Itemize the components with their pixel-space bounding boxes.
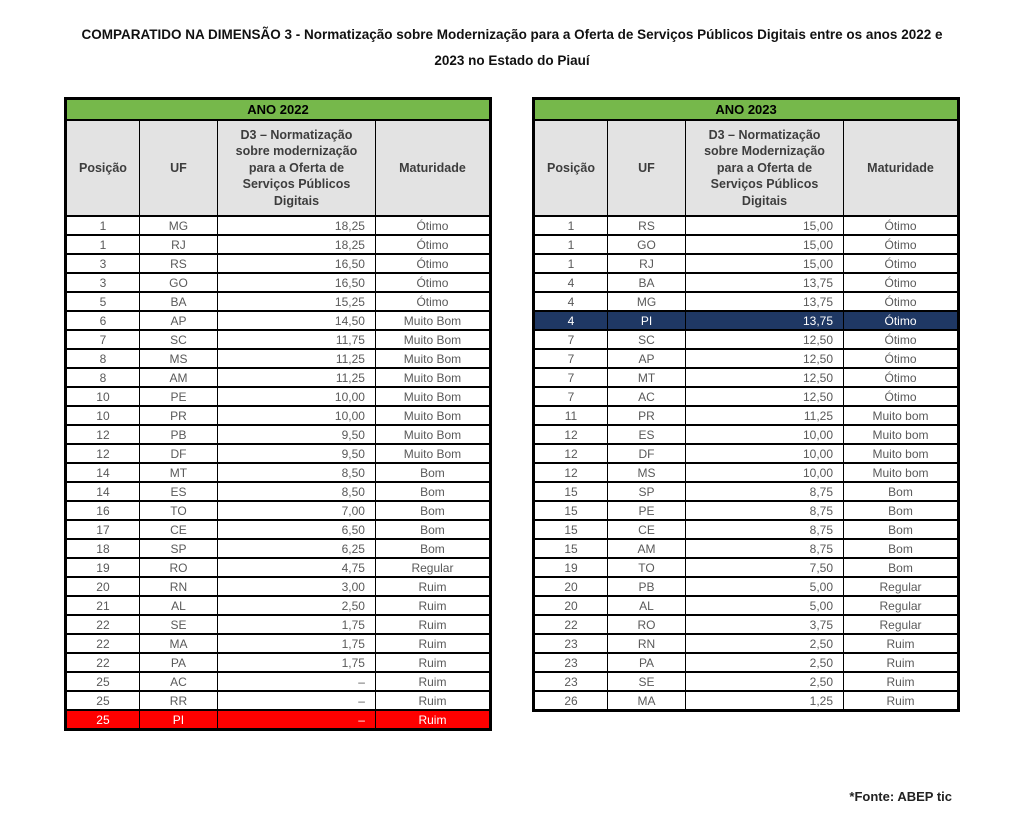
cell-d3: 8,75 bbox=[686, 482, 844, 501]
cell-d3: 10,00 bbox=[686, 425, 844, 444]
cell-maturidade: Ótimo bbox=[844, 216, 959, 235]
cell-maturidade: Ótimo bbox=[844, 311, 959, 330]
table-row bbox=[65, 463, 490, 482]
cell-maturidade: Ótimo bbox=[375, 235, 490, 254]
cell-maturidade: Ruim bbox=[844, 691, 959, 710]
cell-d3: 5,00 bbox=[686, 596, 844, 615]
cell-maturidade: Regular bbox=[844, 615, 959, 634]
cell-uf: RO bbox=[608, 615, 686, 634]
cell-maturidade: Ótimo bbox=[375, 216, 490, 235]
cell-maturidade: Bom bbox=[844, 482, 959, 501]
cell-maturidade: Bom bbox=[375, 539, 490, 558]
cell-uf: SC bbox=[139, 330, 217, 349]
table-row bbox=[534, 387, 959, 406]
cell-uf: AL bbox=[608, 596, 686, 615]
cell-uf: PB bbox=[139, 425, 217, 444]
table-row bbox=[534, 615, 959, 634]
table-row bbox=[534, 463, 959, 482]
cell-maturidade: Ótimo bbox=[844, 349, 959, 368]
cell-d3: 3,75 bbox=[686, 615, 844, 634]
cell-d3: 8,50 bbox=[217, 482, 375, 501]
cell-posicao: 15 bbox=[534, 501, 608, 520]
cell-d3: 15,00 bbox=[686, 235, 844, 254]
cell-maturidade: Regular bbox=[844, 596, 959, 615]
cell-maturidade: Ruim bbox=[844, 672, 959, 691]
cell-d3: 1,75 bbox=[217, 653, 375, 672]
table-row bbox=[534, 596, 959, 615]
cell-d3: 13,75 bbox=[686, 292, 844, 311]
table-row bbox=[65, 311, 490, 330]
table-row bbox=[65, 216, 490, 235]
cell-posicao: 20 bbox=[534, 596, 608, 615]
cell-posicao: 12 bbox=[534, 425, 608, 444]
cell-d3: 11,25 bbox=[217, 349, 375, 368]
cell-uf: GO bbox=[139, 273, 217, 292]
cell-uf: PE bbox=[139, 387, 217, 406]
table-row bbox=[65, 444, 490, 463]
cell-posicao: 1 bbox=[65, 216, 139, 235]
table-row bbox=[65, 387, 490, 406]
cell-uf: MS bbox=[139, 349, 217, 368]
cell-maturidade: Muito Bom bbox=[375, 406, 490, 425]
cell-maturidade: Bom bbox=[375, 463, 490, 482]
table-row bbox=[534, 501, 959, 520]
cell-posicao: 20 bbox=[65, 577, 139, 596]
table-row bbox=[65, 292, 490, 311]
cell-posicao: 14 bbox=[65, 482, 139, 501]
cell-maturidade: Ótimo bbox=[844, 292, 959, 311]
cell-d3: 4,75 bbox=[217, 558, 375, 577]
cell-uf: SP bbox=[139, 539, 217, 558]
cell-uf: RR bbox=[139, 691, 217, 710]
cell-posicao: 25 bbox=[65, 672, 139, 691]
cell-uf: PR bbox=[139, 406, 217, 425]
cell-maturidade: Bom bbox=[844, 539, 959, 558]
year-header-row bbox=[65, 99, 490, 120]
cell-posicao: 19 bbox=[534, 558, 608, 577]
table-row bbox=[534, 273, 959, 292]
cell-maturidade: Muito bom bbox=[844, 463, 959, 482]
cell-uf: CE bbox=[139, 520, 217, 539]
table-row bbox=[534, 406, 959, 425]
cell-uf: GO bbox=[608, 235, 686, 254]
table-row bbox=[534, 672, 959, 691]
cell-posicao: 17 bbox=[65, 520, 139, 539]
cell-posicao: 11 bbox=[534, 406, 608, 425]
cell-d3: 11,25 bbox=[686, 406, 844, 425]
cell-d3: 2,50 bbox=[686, 634, 844, 653]
table-row bbox=[65, 349, 490, 368]
cell-maturidade: Ótimo bbox=[844, 330, 959, 349]
cell-maturidade: Ótimo bbox=[844, 235, 959, 254]
cell-d3: 18,25 bbox=[217, 216, 375, 235]
cell-maturidade: Ruim bbox=[844, 653, 959, 672]
table-row bbox=[534, 368, 959, 387]
cell-d3: 3,00 bbox=[217, 577, 375, 596]
cell-uf: MT bbox=[139, 463, 217, 482]
cell-d3: 15,00 bbox=[686, 216, 844, 235]
cell-d3: 9,50 bbox=[217, 425, 375, 444]
cell-posicao: 4 bbox=[534, 292, 608, 311]
cell-uf: RN bbox=[139, 577, 217, 596]
cell-uf: DF bbox=[139, 444, 217, 463]
cell-maturidade: Bom bbox=[844, 501, 959, 520]
cell-posicao: 15 bbox=[534, 539, 608, 558]
cell-uf: SC bbox=[608, 330, 686, 349]
cell-d3: 12,50 bbox=[686, 368, 844, 387]
cell-maturidade: Ótimo bbox=[844, 368, 959, 387]
cell-d3: 11,75 bbox=[217, 330, 375, 349]
table-row bbox=[65, 691, 490, 710]
table-row bbox=[65, 634, 490, 653]
cell-maturidade: Muito Bom bbox=[375, 425, 490, 444]
cell-posicao: 21 bbox=[65, 596, 139, 615]
cell-maturidade: Ótimo bbox=[844, 254, 959, 273]
cell-posicao: 3 bbox=[65, 254, 139, 273]
year-header: ANO 2022 bbox=[65, 99, 490, 120]
table-row bbox=[65, 425, 490, 444]
cell-d3: 2,50 bbox=[686, 672, 844, 691]
table-row bbox=[65, 596, 490, 615]
table-row bbox=[534, 653, 959, 672]
cell-uf: RN bbox=[608, 634, 686, 653]
table-row bbox=[65, 330, 490, 349]
cell-posicao: 22 bbox=[65, 615, 139, 634]
cell-uf: RJ bbox=[139, 235, 217, 254]
table-row bbox=[65, 653, 490, 672]
table-row bbox=[534, 558, 959, 577]
cell-posicao: 7 bbox=[534, 368, 608, 387]
page-title-line-1: COMPARATIDO NA DIMENSÃO 3 - Normatização sobre Modernização para a Oferta de Serviços Públicos Digitais entre os anos 2022 e bbox=[81, 27, 943, 42]
cell-uf: BA bbox=[139, 292, 217, 311]
cell-posicao: 10 bbox=[65, 406, 139, 425]
cell-uf: AC bbox=[139, 672, 217, 691]
cell-maturidade: Ruim bbox=[375, 596, 490, 615]
cell-maturidade: Regular bbox=[844, 577, 959, 596]
year-header-row bbox=[534, 99, 959, 120]
cell-maturidade: Bom bbox=[375, 520, 490, 539]
cell-uf: MT bbox=[608, 368, 686, 387]
cell-maturidade: Muito Bom bbox=[375, 368, 490, 387]
cell-uf: PA bbox=[139, 653, 217, 672]
cell-uf: BA bbox=[608, 273, 686, 292]
cell-posicao: 15 bbox=[534, 520, 608, 539]
cell-uf: AM bbox=[608, 539, 686, 558]
cell-maturidade: Ruim bbox=[375, 615, 490, 634]
cell-posicao: 26 bbox=[534, 691, 608, 710]
cell-uf: AP bbox=[139, 311, 217, 330]
cell-uf: MA bbox=[139, 634, 217, 653]
cell-d3: – bbox=[217, 710, 375, 729]
cell-uf: MS bbox=[608, 463, 686, 482]
cell-d3: 7,50 bbox=[686, 558, 844, 577]
column-header-d3: D3 – Normatização sobre modernização para a Oferta de Serviços Públicos Digitais bbox=[217, 120, 375, 217]
cell-uf: MA bbox=[608, 691, 686, 710]
table-row bbox=[534, 425, 959, 444]
cell-maturidade: Muito bom bbox=[844, 444, 959, 463]
cell-maturidade: Ótimo bbox=[844, 387, 959, 406]
cell-d3: 14,50 bbox=[217, 311, 375, 330]
cell-d3: 6,25 bbox=[217, 539, 375, 558]
cell-uf: MG bbox=[608, 292, 686, 311]
cell-posicao: 12 bbox=[65, 444, 139, 463]
cell-d3: 13,75 bbox=[686, 311, 844, 330]
cell-uf: PE bbox=[608, 501, 686, 520]
cell-posicao: 7 bbox=[534, 387, 608, 406]
cell-uf: RS bbox=[139, 254, 217, 273]
cell-uf: ES bbox=[608, 425, 686, 444]
table-row bbox=[65, 501, 490, 520]
cell-maturidade: Ruim bbox=[375, 672, 490, 691]
cell-posicao: 22 bbox=[534, 615, 608, 634]
table-row bbox=[534, 330, 959, 349]
cell-d3: 15,00 bbox=[686, 254, 844, 273]
cell-posicao: 4 bbox=[534, 273, 608, 292]
cell-posicao: 22 bbox=[65, 634, 139, 653]
cell-uf: PR bbox=[608, 406, 686, 425]
cell-maturidade: Muito bom bbox=[844, 406, 959, 425]
column-header-posicao: Posição bbox=[65, 120, 139, 217]
cell-maturidade: Bom bbox=[844, 520, 959, 539]
cell-posicao: 20 bbox=[534, 577, 608, 596]
cell-maturidade: Muito Bom bbox=[375, 444, 490, 463]
cell-d3: 12,50 bbox=[686, 330, 844, 349]
cell-d3: 8,75 bbox=[686, 520, 844, 539]
cell-d3: 12,50 bbox=[686, 387, 844, 406]
cell-uf: SE bbox=[139, 615, 217, 634]
cell-posicao: 14 bbox=[65, 463, 139, 482]
table-row bbox=[65, 672, 490, 691]
cell-uf: CE bbox=[608, 520, 686, 539]
cell-d3: 8,75 bbox=[686, 501, 844, 520]
cell-d3: 1,75 bbox=[217, 634, 375, 653]
cell-uf: AP bbox=[608, 349, 686, 368]
cell-uf: MG bbox=[139, 216, 217, 235]
cell-uf: PI bbox=[139, 710, 217, 729]
cell-d3: 12,50 bbox=[686, 349, 844, 368]
cell-d3: – bbox=[217, 691, 375, 710]
cell-maturidade: Ótimo bbox=[844, 273, 959, 292]
cell-uf: PI bbox=[608, 311, 686, 330]
table-row bbox=[534, 577, 959, 596]
cell-maturidade: Ruim bbox=[844, 634, 959, 653]
table-row bbox=[65, 235, 490, 254]
cell-maturidade: Ruim bbox=[375, 653, 490, 672]
table-row bbox=[65, 615, 490, 634]
cell-maturidade: Bom bbox=[844, 558, 959, 577]
table-row bbox=[65, 368, 490, 387]
cell-uf: AC bbox=[608, 387, 686, 406]
table-row bbox=[534, 444, 959, 463]
cell-d3: 13,75 bbox=[686, 273, 844, 292]
cell-d3: 15,25 bbox=[217, 292, 375, 311]
cell-posicao: 7 bbox=[65, 330, 139, 349]
cell-d3: 1,25 bbox=[686, 691, 844, 710]
cell-posicao: 7 bbox=[534, 349, 608, 368]
cell-d3: 16,50 bbox=[217, 254, 375, 273]
cell-posicao: 22 bbox=[65, 653, 139, 672]
cell-posicao: 10 bbox=[65, 387, 139, 406]
cell-d3: 10,00 bbox=[217, 406, 375, 425]
cell-d3: 11,25 bbox=[217, 368, 375, 387]
cell-d3: 5,00 bbox=[686, 577, 844, 596]
cell-maturidade: Muito Bom bbox=[375, 349, 490, 368]
table-row bbox=[534, 520, 959, 539]
cell-uf: PB bbox=[608, 577, 686, 596]
cell-posicao: 6 bbox=[65, 311, 139, 330]
table-row bbox=[65, 558, 490, 577]
cell-posicao: 1 bbox=[65, 235, 139, 254]
table-row bbox=[534, 254, 959, 273]
cell-d3: 9,50 bbox=[217, 444, 375, 463]
cell-uf: DF bbox=[608, 444, 686, 463]
cell-maturidade: Muito Bom bbox=[375, 311, 490, 330]
cell-uf: ES bbox=[139, 482, 217, 501]
year-header: ANO 2023 bbox=[534, 99, 959, 120]
cell-posicao: 23 bbox=[534, 653, 608, 672]
cell-d3: 10,00 bbox=[686, 463, 844, 482]
cell-d3: 18,25 bbox=[217, 235, 375, 254]
cell-maturidade: Ótimo bbox=[375, 292, 490, 311]
column-header-uf: UF bbox=[608, 120, 686, 217]
cell-posicao: 23 bbox=[534, 672, 608, 691]
page-title-line-2: 2023 no Estado do Piauí bbox=[434, 53, 590, 68]
cell-posicao: 12 bbox=[534, 444, 608, 463]
column-header-row bbox=[534, 120, 959, 217]
cell-maturidade: Ruim bbox=[375, 691, 490, 710]
cell-maturidade: Muito Bom bbox=[375, 330, 490, 349]
cell-uf: TO bbox=[139, 501, 217, 520]
cell-d3: 7,00 bbox=[217, 501, 375, 520]
cell-uf: SP bbox=[608, 482, 686, 501]
table-row bbox=[65, 406, 490, 425]
table-row bbox=[534, 539, 959, 558]
column-header-row bbox=[65, 120, 490, 217]
table-row bbox=[534, 216, 959, 235]
cell-uf: RJ bbox=[608, 254, 686, 273]
cell-posicao: 8 bbox=[65, 368, 139, 387]
cell-posicao: 4 bbox=[534, 311, 608, 330]
table-row bbox=[534, 634, 959, 653]
table-row-highlighted bbox=[65, 710, 490, 729]
cell-posicao: 12 bbox=[534, 463, 608, 482]
cell-d3: 6,50 bbox=[217, 520, 375, 539]
table-row bbox=[534, 349, 959, 368]
page-title bbox=[0, 0, 1024, 74]
cell-uf: PA bbox=[608, 653, 686, 672]
cell-posicao: 19 bbox=[65, 558, 139, 577]
cell-posicao: 3 bbox=[65, 273, 139, 292]
cell-d3: 10,00 bbox=[686, 444, 844, 463]
cell-maturidade: Ótimo bbox=[375, 254, 490, 273]
table-row bbox=[65, 254, 490, 273]
cell-maturidade: Regular bbox=[375, 558, 490, 577]
comparison-tables bbox=[0, 97, 1024, 731]
column-header-uf: UF bbox=[139, 120, 217, 217]
column-header-posicao: Posição bbox=[534, 120, 608, 217]
cell-d3: 2,50 bbox=[217, 596, 375, 615]
column-header-d3: D3 – Normatização sobre Modernização para a Oferta de Serviços Públicos Digitais bbox=[686, 120, 844, 217]
cell-maturidade: Ruim bbox=[375, 710, 490, 729]
cell-posicao: 1 bbox=[534, 235, 608, 254]
table-row bbox=[65, 577, 490, 596]
table-row bbox=[65, 520, 490, 539]
cell-d3: 16,50 bbox=[217, 273, 375, 292]
cell-d3: 10,00 bbox=[217, 387, 375, 406]
cell-d3: 1,75 bbox=[217, 615, 375, 634]
cell-maturidade: Muito Bom bbox=[375, 387, 490, 406]
source-note: *Fonte: ABEP tic bbox=[849, 789, 952, 804]
cell-posicao: 25 bbox=[65, 691, 139, 710]
cell-d3: 8,75 bbox=[686, 539, 844, 558]
cell-posicao: 25 bbox=[65, 710, 139, 729]
cell-uf: TO bbox=[608, 558, 686, 577]
cell-uf: AM bbox=[139, 368, 217, 387]
cell-posicao: 8 bbox=[65, 349, 139, 368]
table-row bbox=[65, 273, 490, 292]
cell-d3: – bbox=[217, 672, 375, 691]
cell-posicao: 16 bbox=[65, 501, 139, 520]
cell-posicao: 1 bbox=[534, 216, 608, 235]
table-row bbox=[65, 482, 490, 501]
cell-posicao: 18 bbox=[65, 539, 139, 558]
table-row bbox=[534, 691, 959, 710]
table-ano-2023 bbox=[532, 97, 960, 712]
cell-posicao: 23 bbox=[534, 634, 608, 653]
cell-posicao: 12 bbox=[65, 425, 139, 444]
cell-maturidade: Ruim bbox=[375, 634, 490, 653]
cell-d3: 2,50 bbox=[686, 653, 844, 672]
cell-uf: SE bbox=[608, 672, 686, 691]
column-header-maturidade: Maturidade bbox=[375, 120, 490, 217]
cell-posicao: 7 bbox=[534, 330, 608, 349]
cell-maturidade: Ótimo bbox=[375, 273, 490, 292]
table-ano-2022 bbox=[64, 97, 492, 731]
cell-maturidade: Ruim bbox=[375, 577, 490, 596]
table-row bbox=[534, 482, 959, 501]
cell-maturidade: Muito bom bbox=[844, 425, 959, 444]
table-row bbox=[65, 539, 490, 558]
cell-maturidade: Bom bbox=[375, 482, 490, 501]
cell-uf: RO bbox=[139, 558, 217, 577]
cell-maturidade: Bom bbox=[375, 501, 490, 520]
table-row bbox=[534, 292, 959, 311]
cell-uf: RS bbox=[608, 216, 686, 235]
cell-posicao: 5 bbox=[65, 292, 139, 311]
cell-posicao: 15 bbox=[534, 482, 608, 501]
cell-d3: 8,50 bbox=[217, 463, 375, 482]
column-header-maturidade: Maturidade bbox=[844, 120, 959, 217]
cell-posicao: 1 bbox=[534, 254, 608, 273]
table-row-highlighted bbox=[534, 311, 959, 330]
table-row bbox=[534, 235, 959, 254]
cell-uf: AL bbox=[139, 596, 217, 615]
